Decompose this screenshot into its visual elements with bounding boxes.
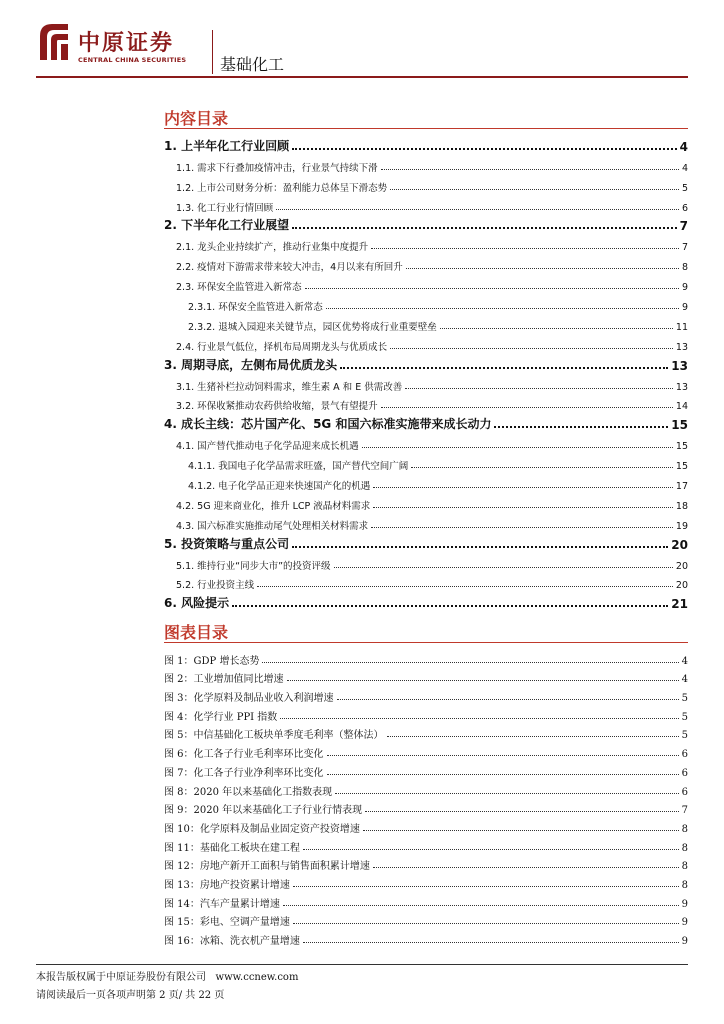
- figure-entry[interactable]: [164, 835, 688, 854]
- toc-entry-page: 6: [681, 202, 688, 214]
- page-header: [0, 0, 724, 90]
- toc-entry[interactable]: [164, 393, 688, 413]
- figure-leader-dots: [365, 811, 678, 812]
- toc-entry[interactable]: [164, 373, 688, 393]
- toc-title: 内容目录: [164, 109, 229, 128]
- figure-entry-label: 图 14：汽车产量累计增速: [164, 898, 280, 910]
- toc-entry-page: 18: [675, 500, 688, 512]
- toc-leader-dots: [362, 447, 673, 448]
- figure-leader-dots: [335, 793, 678, 794]
- company-logo-icon: [36, 22, 72, 62]
- toc-leader-dots: [232, 605, 668, 607]
- figure-entry[interactable]: [164, 891, 688, 910]
- toc-entry-label: 2.3. 环保安全监管进入新常态: [176, 282, 302, 294]
- footer-copyright-line: [36, 968, 298, 983]
- figure-leader-dots: [283, 905, 679, 906]
- toc-entry-label: 2. 下半年化工行业展望: [164, 218, 290, 233]
- toc-entry[interactable]: [164, 154, 688, 174]
- figure-entry-page: 7: [681, 805, 688, 817]
- figure-leader-dots: [327, 755, 679, 756]
- figure-leader-dots: [373, 867, 679, 868]
- toc-entry[interactable]: [164, 233, 688, 253]
- toc-entry-page: 4: [679, 139, 688, 154]
- toc-leader-dots: [371, 248, 679, 249]
- toc-entry-page: 13: [675, 381, 688, 393]
- toc-entry-label: 4.1. 国产替代推动电子化学品迎来成长机遇: [176, 441, 359, 453]
- report-sector: 基础化工: [220, 55, 285, 74]
- toc-entry-page: 17: [675, 481, 688, 493]
- toc-entry[interactable]: [164, 492, 688, 512]
- figure-entry[interactable]: [164, 816, 688, 835]
- figure-leader-dots: [327, 774, 679, 775]
- toc-entry-label: 2.1. 龙头企业持续扩产，推动行业集中度提升: [176, 242, 369, 254]
- figure-entry-label: 图 1：GDP 增长态势: [164, 655, 260, 667]
- figure-leader-dots: [293, 886, 679, 887]
- toc-leader-dots: [373, 507, 673, 508]
- toc-leader-dots: [305, 288, 679, 289]
- header-separator: [212, 30, 213, 74]
- figure-entry-label: 图 5：中信基础化工板块单季度毛利率（整体法）: [164, 730, 384, 742]
- toc-entry[interactable]: [164, 174, 688, 194]
- figure-entry-label: 图 10：化学原料及制品业固定资产投资增速: [164, 823, 360, 835]
- figure-entry[interactable]: [164, 685, 688, 704]
- toc-entry-page: 14: [675, 401, 688, 413]
- toc-entry-label: 1.2. 上市公司财务分析：盈利能力总体呈下滑态势: [176, 182, 388, 194]
- toc-entry[interactable]: [164, 591, 688, 611]
- toc-entry[interactable]: [164, 214, 688, 234]
- figure-entry-page: 8: [681, 861, 688, 873]
- figure-entry-page: 6: [681, 749, 688, 761]
- figure-leader-dots: [363, 830, 679, 831]
- toc-entry-label: 4.2. 5G 迎来商业化，推升 LCP 液晶材料需求: [176, 500, 371, 512]
- toc-entry-page: 13: [675, 341, 688, 353]
- figure-leader-dots: [303, 942, 679, 943]
- toc-entry-page: 7: [681, 242, 688, 254]
- toc-entry-page: 13: [671, 358, 688, 373]
- figure-entry-label: 图 16：冰箱、洗衣机产量增速: [164, 936, 300, 947]
- toc-leader-dots: [390, 189, 679, 190]
- toc-entry-label: 2.3.1. 环保安全监管进入新常态: [188, 302, 323, 314]
- figure-entry-page: 4: [681, 655, 688, 667]
- toc-entry-page: 9: [681, 282, 688, 294]
- figure-entry-page: 9: [681, 898, 688, 910]
- toc-entry-page: 15: [675, 461, 688, 473]
- toc-leader-dots: [381, 407, 673, 408]
- figure-entry-page: 8: [681, 879, 688, 891]
- figure-leader-dots: [303, 849, 679, 850]
- toc-leader-dots: [326, 308, 679, 309]
- toc-entry-page: 9: [681, 302, 688, 314]
- toc-entry-page: 4: [681, 162, 688, 174]
- toc-leader-dots: [440, 328, 673, 329]
- toc-entry[interactable]: [164, 452, 688, 472]
- toc-entry-page: 20: [671, 537, 688, 552]
- figure-entry-label: 图 6：化工各子行业毛利率环比变化: [164, 749, 324, 761]
- figure-entry-label: 图 11：基础化工板块在建工程: [164, 842, 300, 854]
- toc-leader-dots: [292, 148, 677, 150]
- toc-entry[interactable]: [164, 253, 688, 273]
- toc-entry[interactable]: [164, 194, 688, 214]
- figure-entry[interactable]: [164, 741, 688, 760]
- figure-entry-page: 5: [681, 693, 688, 705]
- figure-entry-label: 图 2：工业增加值同比增速: [164, 674, 284, 686]
- toc-entry[interactable]: [164, 572, 688, 592]
- toc-entry[interactable]: [164, 432, 688, 452]
- toc-entry-page: 21: [671, 597, 688, 612]
- toc-entry-page: 11: [675, 321, 688, 333]
- figure-entry-page: 8: [681, 842, 688, 854]
- figures-title-rule: [164, 642, 688, 643]
- toc-leader-dots: [292, 546, 668, 548]
- footer-page-note: 请阅读最后一页各项声明第 2 页/ 共 22 页: [36, 990, 225, 1001]
- toc-entry-label: 4.1.2. 电子化学品正迎来快速国产化的机遇: [188, 481, 371, 493]
- company-name-en: CENTRAL CHINA SECURITIES: [78, 56, 187, 64]
- table-of-contents: [164, 134, 688, 611]
- toc-entry-label: 5.2. 行业投资主线: [176, 580, 255, 592]
- figure-entry-label: 图 9：2020 年以来基础化工子行业行情表现: [164, 805, 363, 817]
- figure-entry[interactable]: [164, 648, 688, 667]
- toc-leader-dots: [340, 367, 668, 369]
- figure-entry-label: 图 15：彩电、空调产量增速: [164, 917, 290, 929]
- figure-entry[interactable]: [164, 779, 688, 798]
- toc-entry[interactable]: [164, 353, 688, 373]
- list-of-figures: [164, 648, 688, 947]
- toc-entry-label: 1. 上半年化工行业回顾: [164, 138, 290, 153]
- figure-entry[interactable]: [164, 928, 688, 947]
- figure-entry[interactable]: [164, 872, 688, 891]
- figure-leader-dots: [387, 736, 679, 737]
- toc-entry-label: 2.3.2. 退城入园迎来关键节点，园区优势将成行业重要壁垒: [188, 321, 437, 333]
- toc-entry[interactable]: [164, 293, 688, 313]
- figure-entry-label: 图 8：2020 年以来基础化工指数表现: [164, 786, 333, 798]
- toc-entry-page: 5: [681, 182, 688, 194]
- toc-leader-dots: [276, 209, 679, 210]
- figure-entry[interactable]: [164, 910, 688, 929]
- figure-entry-page: 6: [681, 786, 688, 798]
- toc-entry[interactable]: [164, 512, 688, 532]
- toc-entry-label: 2.2. 疫情对下游需求带来较大冲击，4月以来有所回升: [176, 262, 403, 274]
- toc-entry-page: 20: [675, 560, 688, 572]
- toc-entry-label: 3.2. 环保收紧推动农药供给收缩，景气有望提升: [176, 401, 378, 413]
- toc-leader-dots: [406, 268, 679, 269]
- toc-entry-label: 3. 周期寻底，左侧布局优质龙头: [164, 357, 338, 372]
- toc-leader-dots: [494, 426, 668, 428]
- figure-entry[interactable]: [164, 667, 688, 686]
- toc-entry-label: 6. 风险提示: [164, 596, 230, 611]
- figure-leader-dots: [337, 699, 679, 700]
- toc-entry-label: 3.1. 生猪补栏拉动饲料需求，维生素 A 和 E 供需改善: [176, 381, 403, 393]
- toc-entry[interactable]: [164, 532, 688, 552]
- toc-leader-dots: [292, 227, 677, 229]
- toc-entry-label: 5. 投资策略与重点公司: [164, 536, 290, 551]
- figure-entry-label: 图 13：房地产投资累计增速: [164, 879, 290, 891]
- figure-entry-page: 9: [681, 917, 688, 929]
- figure-leader-dots: [262, 662, 678, 663]
- toc-leader-dots: [334, 567, 673, 568]
- toc-entry-label: 1.3. 化工行业行情回顾: [176, 202, 274, 214]
- toc-entry[interactable]: [164, 273, 688, 293]
- toc-entry-page: 7: [679, 219, 688, 234]
- toc-entry-page: 19: [675, 520, 688, 532]
- figure-entry-page: 5: [681, 711, 688, 723]
- toc-entry-page: 20: [675, 580, 688, 592]
- company-name-cn: 中原证券: [78, 30, 175, 56]
- toc-entry-label: 5.1. 维持行业“同步大市”的投资评级: [176, 560, 331, 572]
- toc-title-rule: [164, 128, 688, 129]
- footer-divider: [36, 964, 688, 965]
- toc-entry[interactable]: [164, 552, 688, 572]
- figure-entry-label: 图 4：化学行业 PPI 指数: [164, 711, 278, 723]
- toc-leader-dots: [371, 527, 673, 528]
- figure-entry-label: 图 12：房地产新开工面积与销售面积累计增速: [164, 861, 370, 873]
- toc-entry-page: 15: [675, 441, 688, 453]
- figure-entry-page: 9: [681, 936, 688, 947]
- figure-leader-dots: [293, 923, 679, 924]
- toc-leader-dots: [405, 388, 673, 389]
- toc-entry-page: 15: [671, 418, 688, 433]
- toc-entry[interactable]: [164, 412, 688, 432]
- footer-website-link[interactable]: www.ccnew.com: [215, 972, 299, 983]
- figure-entry[interactable]: [164, 723, 688, 742]
- toc-leader-dots: [257, 586, 673, 587]
- toc-leader-dots: [373, 487, 673, 488]
- toc-entry-label: 4. 成长主线：芯片国产化、5G 和国六标准实施带来成长动力: [164, 417, 492, 432]
- toc-entry-label: 2.4. 行业景气低位，择机布局周期龙头与优质成长: [176, 341, 388, 353]
- toc-leader-dots: [390, 348, 673, 349]
- figure-entry-page: 8: [681, 823, 688, 835]
- toc-leader-dots: [381, 169, 679, 170]
- figure-entry[interactable]: [164, 854, 688, 873]
- toc-entry-label: 4.3. 国六标准实施推动尾气处理相关材料需求: [176, 520, 369, 532]
- figure-entry-label: 图 3：化学原料及制品业收入利润增速: [164, 693, 334, 705]
- toc-entry[interactable]: [164, 134, 688, 154]
- figure-entry[interactable]: [164, 760, 688, 779]
- figure-entry-page: 5: [681, 730, 688, 742]
- toc-entry-label: 1.1. 需求下行叠加疫情冲击，行业景气持续下滑: [176, 162, 378, 174]
- figure-entry[interactable]: [164, 798, 688, 817]
- figure-entry-label: 图 7：化工各子行业净利率环比变化: [164, 767, 324, 779]
- footer-copyright: 本报告版权属于中原证券股份有限公司: [36, 972, 206, 983]
- figure-entry-page: 6: [681, 767, 688, 779]
- toc-entry[interactable]: [164, 472, 688, 492]
- toc-entry[interactable]: [164, 333, 688, 353]
- figure-leader-dots: [287, 680, 679, 681]
- toc-entry[interactable]: [164, 313, 688, 333]
- figures-title: 图表目录: [164, 623, 229, 642]
- header-divider: [36, 76, 688, 78]
- figure-entry[interactable]: [164, 704, 688, 723]
- toc-entry-page: 8: [681, 262, 688, 274]
- figure-leader-dots: [280, 718, 678, 719]
- figure-entry-page: 4: [681, 674, 688, 686]
- toc-leader-dots: [411, 467, 673, 468]
- toc-entry-label: 4.1.1. 我国电子化学品需求旺盛，国产替代空间广阔: [188, 461, 409, 473]
